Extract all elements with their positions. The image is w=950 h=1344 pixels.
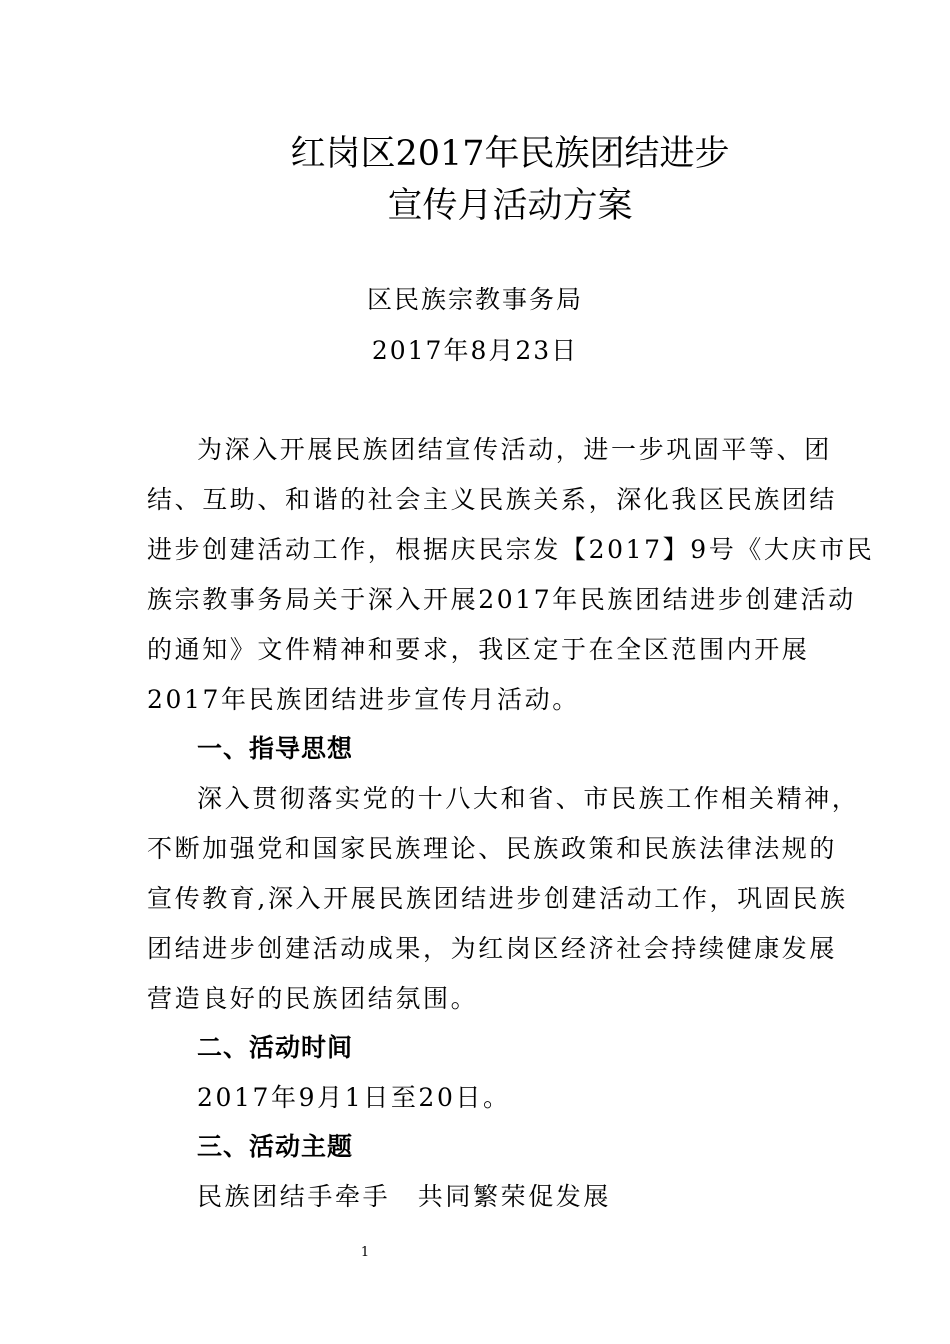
intro-line: 2017年民族团结进步宣传月活动。 xyxy=(147,685,580,714)
section1-line: 团结进步创建活动成果，为红岗区经济社会持续健康发展 xyxy=(147,934,838,963)
section2-line: 2017年9月1日至20日。 xyxy=(197,1083,511,1112)
page-number: 1 xyxy=(360,1245,370,1260)
section-heading-guiding-thought: 一、指导思想 xyxy=(197,734,354,763)
document-title-line-2: 宣传月活动方案 xyxy=(387,186,633,226)
section-heading-activity-time: 二、活动时间 xyxy=(197,1033,354,1062)
document-title-line-1: 红岗区2017年民族团结进步 xyxy=(290,134,730,174)
document-author: 区民族宗教事务局 xyxy=(366,285,583,314)
intro-line: 族宗教事务局关于深入开展2017年民族团结进步创建活动 xyxy=(147,585,856,614)
section3-line: 民族团结手牵手 共同繁荣促发展 xyxy=(197,1182,612,1211)
section1-line: 宣传教育,深入开展民族团结进步创建活动工作，巩固民族 xyxy=(147,884,848,913)
intro-line: 的通知》文件精神和要求，我区定于在全区范围内开展 xyxy=(147,635,810,664)
document-date: 2017年8月23日 xyxy=(371,336,579,365)
section-heading-activity-theme: 三、活动主题 xyxy=(197,1132,354,1161)
section1-line: 不断加强党和国家民族理论、民族政策和民族法律法规的 xyxy=(147,834,838,863)
section1-line: 营造良好的民族团结氛围。 xyxy=(147,984,479,1013)
intro-line: 结、互助、和谐的社会主义民族关系，深化我区民族团结 xyxy=(147,485,838,514)
intro-line: 进步创建活动工作，根据庆民宗发【2017】9号《大庆市民 xyxy=(147,535,875,564)
intro-line: 为深入开展民族团结宣传活动，进一步巩固平等、团 xyxy=(197,435,832,464)
section1-line: 深入贯彻落实党的十八大和省、市民族工作相关精神， xyxy=(197,784,860,813)
